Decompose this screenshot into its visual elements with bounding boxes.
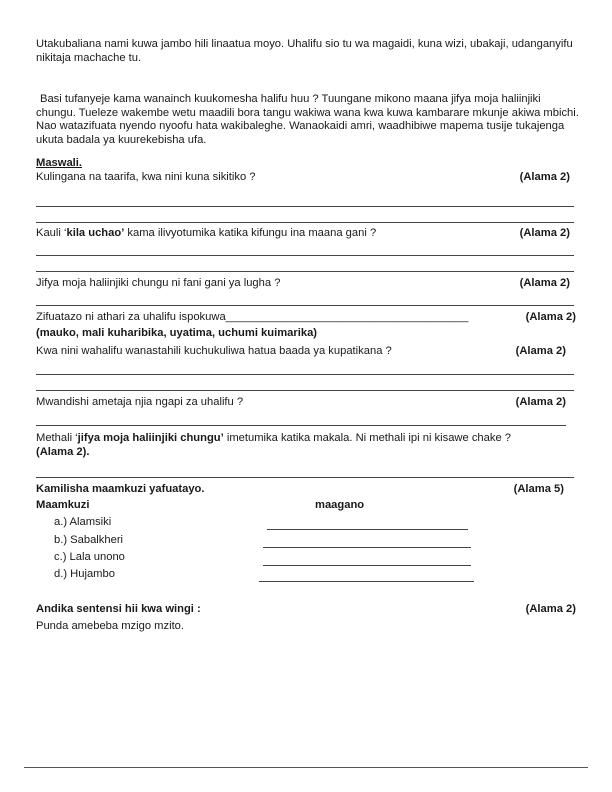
marks-label: (Alama 2) bbox=[525, 311, 576, 323]
greetings-instruction: Kamilisha maamkuzi yafuatayo. bbox=[36, 483, 205, 495]
plural-sentence: Punda amebeba mzigo mzito. bbox=[36, 620, 185, 632]
questions-heading: Maswali. bbox=[36, 157, 83, 169]
passage-paragraph-2: Basi tufanyeje kama wanainch kuukomesha halifu huu ? Tuungane mikono maana jifya moja haliinjiki chungu. Tueleze wakembe wetu maadili bora tangu wakiwa wana kwa kuwa kambarare mkunje akiwa mbichi. Nao watazifuata nyendo nyoofu hata wakibaleghe. Wanaokaidi amri, waadhibiwe mapema tusije tukajenga ukuta badala ya kuurekebisha ufa. bbox=[36, 93, 579, 146]
bold-phrase: jifya moja haliinjiki chungu’ bbox=[77, 432, 224, 444]
plural-instruction-row bbox=[36, 603, 574, 617]
question-text: Methali ‘jifya moja haliinjiki chungu’ imetumika katika makala. Ni methali ipi ni kisawe chake ? bbox=[36, 432, 512, 444]
column-header-maamkuzi: Maamkuzi bbox=[36, 499, 90, 511]
question-text: Kwa nini wahalifu wanastahili kuchukuliwa hatua baada ya kupatikana ? bbox=[36, 345, 392, 357]
greeting-item-d: d.) Hujambo bbox=[54, 568, 115, 580]
answer-line[interactable] bbox=[36, 222, 574, 223]
greetings-instruction-row bbox=[36, 483, 574, 497]
bold-phrase: kila uchao’ bbox=[66, 227, 125, 239]
greeting-item-b: b.) Sabalkheri bbox=[54, 534, 124, 546]
question-6 bbox=[36, 396, 574, 410]
answer-line[interactable] bbox=[36, 374, 574, 375]
marks-label: (Alama 2). bbox=[36, 445, 90, 458]
marks-label: (Alama 2) bbox=[515, 345, 566, 357]
answer-line[interactable] bbox=[36, 477, 574, 478]
answer-line[interactable] bbox=[36, 425, 566, 426]
marks-label: (Alama 2) bbox=[519, 277, 570, 289]
answer-line-a[interactable] bbox=[267, 529, 468, 530]
answer-line-b[interactable] bbox=[263, 547, 471, 548]
question-3 bbox=[36, 277, 574, 291]
answer-line-c[interactable] bbox=[263, 565, 471, 566]
question-7 bbox=[36, 432, 581, 459]
marks-label: (Alama 2) bbox=[519, 171, 570, 183]
question-text: Zifuatazo ni athari za uhalifu ispokuwa_______________________________________ bbox=[36, 311, 469, 323]
question-text: Kauli ‘kila uchao’ kama ilivyotumika katika kifungu ina maana gani ? bbox=[36, 227, 377, 239]
answer-line[interactable] bbox=[36, 390, 574, 391]
answer-line[interactable] bbox=[36, 206, 574, 207]
marks-label: (Alama 5) bbox=[513, 483, 564, 495]
answer-line[interactable] bbox=[36, 255, 574, 256]
answer-line-d[interactable] bbox=[259, 581, 474, 582]
question-1 bbox=[36, 171, 574, 185]
footer-divider bbox=[24, 767, 588, 768]
question-text: Kulingana na taarifa, kwa nini kuna sikitiko ? bbox=[36, 171, 256, 183]
marks-label: (Alama 2) bbox=[525, 603, 576, 615]
answer-line[interactable] bbox=[36, 305, 574, 306]
answer-line[interactable] bbox=[36, 271, 574, 272]
question-4-options: (mauko, mali kuharibika, uyatima, uchumi kuimarika) bbox=[36, 327, 318, 339]
marks-label: (Alama 2) bbox=[519, 227, 570, 239]
question-text: Mwandishi ametaja njia ngapi za uhalifu ? bbox=[36, 396, 244, 408]
greeting-item-a: a.) Alamsiki bbox=[54, 516, 112, 528]
question-text: Jifya moja haliinjiki chungu ni fani gani ya lugha ? bbox=[36, 277, 281, 289]
question-4 bbox=[36, 311, 574, 325]
passage-paragraph-1: Utakubaliana nami kuwa jambo hili linaatua moyo. Uhalifu sio tu wa magaidi, kuna wizi, ubakaji, udanganyifu nikitaja machache tu. bbox=[36, 38, 573, 64]
marks-label: (Alama 2) bbox=[515, 396, 566, 408]
question-2 bbox=[36, 227, 574, 241]
plural-instruction: Andika sentensi hii kwa wingi : bbox=[36, 603, 201, 615]
greeting-item-c: c.) Lala unono bbox=[54, 551, 125, 563]
column-header-maagano: maagano bbox=[315, 499, 365, 511]
question-5 bbox=[36, 345, 574, 359]
